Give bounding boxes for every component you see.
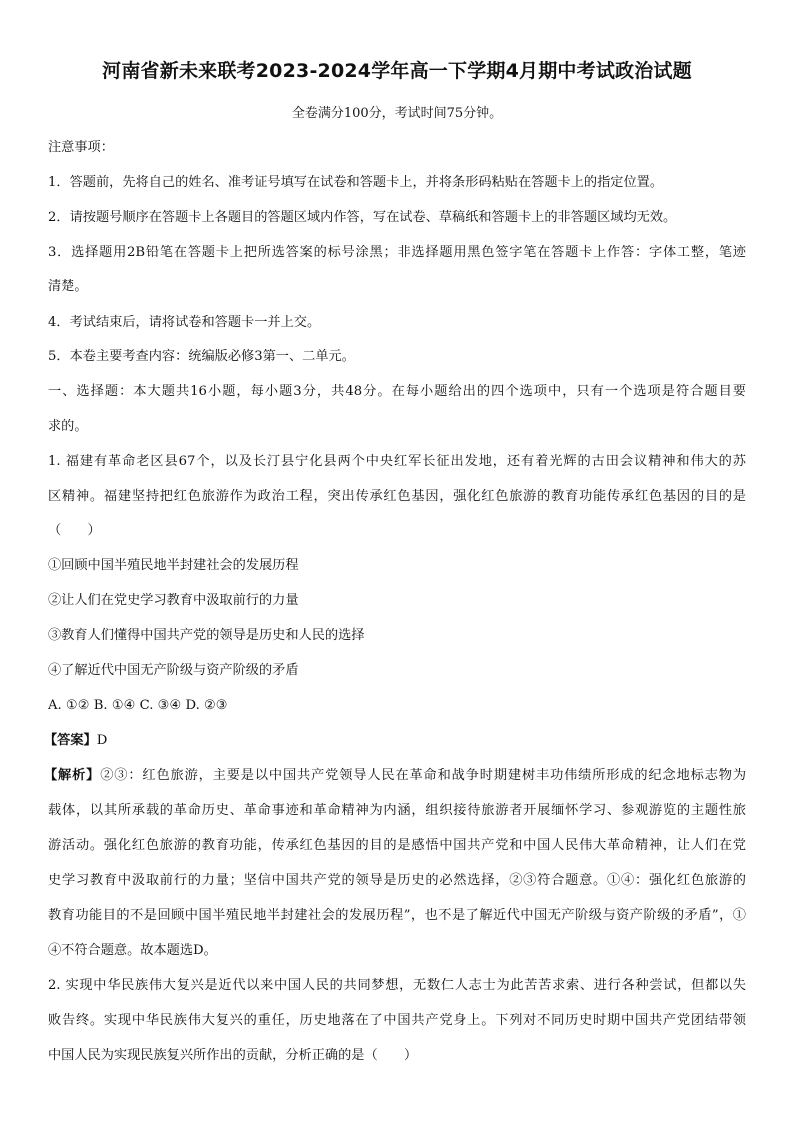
question-2-stem: 2. 实现中华民族伟大复兴是近代以来中国人民的共同梦想，无数仁人志士为此苦苦求索、进行各种尝试，但都以失: [48, 978, 746, 993]
question-2-stem: 中国人民为实现民族复兴所作出的贡献，分析正确的是（ ）: [48, 1048, 418, 1063]
question-1-option: ③教育人们懂得中国共产党的领导是历史和人民的选择: [48, 628, 365, 643]
question-1-option: ②让人们在党史学习教育中汲取前行的力量: [48, 593, 299, 608]
question-1-choices: A. ①② B. ①④ C. ③④ D. ②③: [48, 698, 228, 713]
question-1-blank: （ ）: [48, 523, 101, 538]
question-1-analysis: 载体，以其所承载的革命历史、革命事迹和革命精神为内涵，组织接待旅游者开展缅怀学习、参观游览的主题性旅: [48, 803, 746, 818]
question-1-analysis: ④不符合题意。故本题选D。: [48, 943, 217, 958]
question-1-analysis: 史学习教育中汲取前行的力量；坚信中国共产党的领导是历史的必然选择，②③符合题意。①④：强化红色旅游的: [48, 873, 746, 888]
notice-item: 3．选择题用2B铅笔在答题卡上把所选答案的标号涂黑；非选择题用黑色签字笔在答题卡上作答：字体工整，笔迹: [48, 245, 746, 260]
answer-value: D: [96, 733, 108, 748]
notice-item: 4．考试结束后，请将试卷和答题卡一并上交。: [48, 315, 321, 330]
analysis-label: 【解析】: [44, 768, 101, 783]
question-1-analysis: 教育功能目的不是回顾中国半殖民地半封建社会的发展历程”，也不是了解近代中国无产阶级与资产阶级的矛盾”，①: [48, 908, 746, 923]
question-1-answer: [44, 732, 107, 750]
notice-heading: 注意事项：: [48, 140, 114, 155]
section-heading-continued: 求的。: [48, 419, 88, 434]
question-1-option: ①回顾中国半殖民地半封建社会的发展历程: [48, 558, 299, 573]
notice-item: 5．本卷主要考查内容：统编版必修3第一、二单元。: [48, 349, 355, 364]
analysis-text: ②③：红色旅游，主要是以中国共产党领导人民在革命和战争时期建树丰功伟绩所形成的纪念地标志物为: [100, 768, 746, 783]
answer-label: 【答案】: [44, 733, 97, 748]
question-1-stem: 1. 福建有革命老区县67个，以及长汀县宁化县两个中央红军长征出发地，还有着光辉的古田会议精神和伟大的苏: [48, 454, 746, 469]
section-heading: 一、选择题：本大题共16小题，每小题3分，共48分。在每小题给出的四个选项中，只有一个选项是符合题目要: [48, 384, 746, 399]
exam-info: 全卷满分100分，考试时间75分钟。: [291, 106, 503, 121]
question-1-stem: 区精神。福建坚持把红色旅游作为政治工程，突出传承红色基因，强化红色旅游的教育功能传承红色基因的目的是: [48, 489, 746, 504]
question-2-stem: 败告终。实现中华民族伟大复兴的重任，历史地落在了中国共产党身上。下列对不同历史时期中国共产党团结带领: [48, 1013, 746, 1028]
question-1-analysis: 游活动。强化红色旅游的教育功能，传承红色基因的目的是感悟中国共产党和中国人民伟大革命精神，让人们在党: [48, 838, 746, 853]
notice-item: 1．答题前，先将自己的姓名、准考证号填写在试卷和答题卡上，并将条形码粘贴在答题卡上的指定位置。: [48, 175, 664, 190]
question-1-option: ④了解近代中国无产阶级与资产阶级的矛盾: [48, 663, 299, 678]
page-title: 河南省新未来联考2023-2024学年高一下学期4月期中考试政治试题: [102, 60, 692, 82]
notice-item-continued: 清楚。: [48, 279, 88, 294]
notice-item: 2．请按题号顺序在答题卡上各题目的答题区域内作答，写在试卷、草稿纸和答题卡上的非答题区域均无效。: [48, 210, 677, 225]
question-1-analysis: [44, 767, 746, 785]
